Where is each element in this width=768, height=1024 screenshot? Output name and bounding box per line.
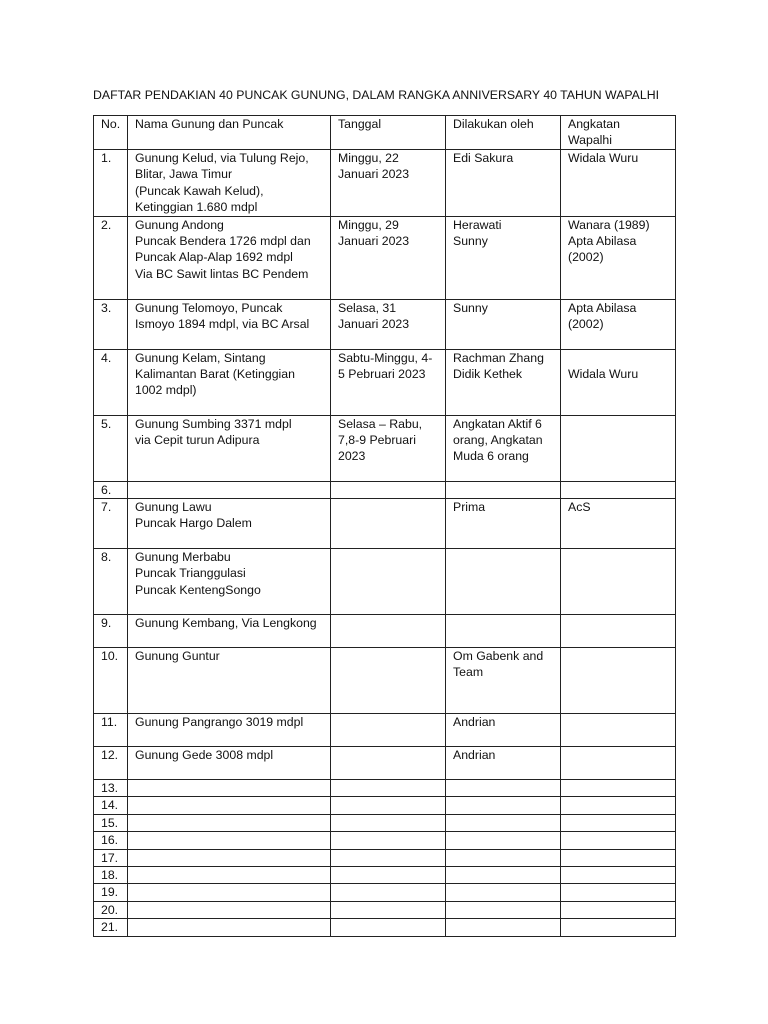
cell-mountain-name bbox=[128, 849, 331, 866]
table-header-row bbox=[94, 116, 676, 150]
cell-date bbox=[331, 814, 446, 831]
table-row bbox=[94, 615, 676, 648]
table-row bbox=[94, 648, 676, 714]
cell-done-by bbox=[446, 780, 561, 797]
cell-mountain-name bbox=[128, 884, 331, 901]
cell-done-by: Edi Sakura bbox=[446, 150, 561, 217]
table-row bbox=[94, 349, 676, 415]
table-row bbox=[94, 150, 676, 217]
cell-no: 18. bbox=[94, 867, 128, 884]
cell-angkatan bbox=[561, 747, 676, 780]
cell-date: Selasa – Rabu, 7,8-9 Pebruari 2023 bbox=[331, 415, 446, 481]
cell-no: 21. bbox=[94, 919, 128, 936]
cell-angkatan bbox=[561, 797, 676, 814]
cell-angkatan bbox=[561, 415, 676, 481]
cell-date bbox=[331, 747, 446, 780]
header-mountain-name: Nama Gunung dan Puncak bbox=[128, 116, 331, 150]
table-row bbox=[94, 867, 676, 884]
table-row bbox=[94, 901, 676, 918]
cell-mountain-name: Gunung Pangrango 3019 mdpl bbox=[128, 714, 331, 747]
cell-date: Sabtu-Minggu, 4- 5 Pebruari 2023 bbox=[331, 349, 446, 415]
cell-no: 19. bbox=[94, 884, 128, 901]
cell-done-by bbox=[446, 814, 561, 831]
cell-date bbox=[331, 714, 446, 747]
cell-angkatan bbox=[561, 919, 676, 936]
cell-no: 9. bbox=[94, 615, 128, 648]
cell-angkatan bbox=[561, 867, 676, 884]
cell-no: 2. bbox=[94, 216, 128, 299]
cell-angkatan bbox=[561, 832, 676, 849]
cell-no: 12. bbox=[94, 747, 128, 780]
cell-done-by: Rachman Zhang Didik Kethek bbox=[446, 349, 561, 415]
cell-done-by bbox=[446, 481, 561, 498]
cell-angkatan: Widala Wuru bbox=[561, 150, 676, 217]
cell-date bbox=[331, 615, 446, 648]
cell-no: 13. bbox=[94, 780, 128, 797]
cell-angkatan: Apta Abilasa (2002) bbox=[561, 299, 676, 349]
cell-no: 20. bbox=[94, 901, 128, 918]
header-done-by: Dilakukan oleh bbox=[446, 116, 561, 150]
cell-angkatan bbox=[561, 901, 676, 918]
table-row bbox=[94, 216, 676, 299]
cell-mountain-name: Gunung Merbabu Puncak Trianggulasi Puncak KentengSongo bbox=[128, 549, 331, 615]
cell-done-by: Andrian bbox=[446, 747, 561, 780]
cell-done-by: Prima bbox=[446, 499, 561, 549]
cell-done-by: Andrian bbox=[446, 714, 561, 747]
table-row bbox=[94, 797, 676, 814]
cell-no: 10. bbox=[94, 648, 128, 714]
cell-no: 17. bbox=[94, 849, 128, 866]
cell-mountain-name: Gunung Gede 3008 mdpl bbox=[128, 747, 331, 780]
cell-angkatan bbox=[561, 884, 676, 901]
cell-angkatan bbox=[561, 780, 676, 797]
table-row bbox=[94, 832, 676, 849]
cell-done-by bbox=[446, 797, 561, 814]
cell-no: 1. bbox=[94, 150, 128, 217]
table-row bbox=[94, 714, 676, 747]
cell-date: Minggu, 22 Januari 2023 bbox=[331, 150, 446, 217]
cell-done-by bbox=[446, 832, 561, 849]
cell-angkatan bbox=[561, 549, 676, 615]
cell-angkatan bbox=[561, 648, 676, 714]
cell-done-by: Sunny bbox=[446, 299, 561, 349]
cell-date bbox=[331, 849, 446, 866]
cell-done-by: Om Gabenk and Team bbox=[446, 648, 561, 714]
table-row bbox=[94, 849, 676, 866]
cell-date bbox=[331, 648, 446, 714]
cell-date bbox=[331, 780, 446, 797]
cell-mountain-name: Gunung Andong Puncak Bendera 1726 mdpl dan Puncak Alap-Alap 1692 mdpl Via BC Sawit lintas BC Pendem bbox=[128, 216, 331, 299]
cell-done-by bbox=[446, 549, 561, 615]
cell-done-by bbox=[446, 615, 561, 648]
cell-done-by: Angkatan Aktif 6 orang, Angkatan Muda 6 orang bbox=[446, 415, 561, 481]
cell-angkatan bbox=[561, 481, 676, 498]
header-no: No. bbox=[94, 116, 128, 150]
cell-mountain-name: Gunung Telomoyo, Puncak Ismoyo 1894 mdpl, via BC Arsal bbox=[128, 299, 331, 349]
cell-no: 3. bbox=[94, 299, 128, 349]
cell-date bbox=[331, 499, 446, 549]
cell-date bbox=[331, 901, 446, 918]
table-row bbox=[94, 747, 676, 780]
cell-no: 15. bbox=[94, 814, 128, 831]
cell-date bbox=[331, 867, 446, 884]
cell-date bbox=[331, 884, 446, 901]
table-row bbox=[94, 499, 676, 549]
cell-mountain-name bbox=[128, 919, 331, 936]
cell-mountain-name bbox=[128, 481, 331, 498]
cell-mountain-name bbox=[128, 832, 331, 849]
cell-date bbox=[331, 832, 446, 849]
cell-angkatan: Widala Wuru bbox=[561, 349, 676, 415]
cell-mountain-name: Gunung Lawu Puncak Hargo Dalem bbox=[128, 499, 331, 549]
header-date: Tanggal bbox=[331, 116, 446, 150]
cell-mountain-name: Gunung Kembang, Via Lengkong bbox=[128, 615, 331, 648]
cell-mountain-name: Gunung Kelam, Sintang Kalimantan Barat (Ketinggian 1002 mdpl) bbox=[128, 349, 331, 415]
table-row bbox=[94, 549, 676, 615]
table-row bbox=[94, 919, 676, 936]
table-row bbox=[94, 814, 676, 831]
cell-no: 16. bbox=[94, 832, 128, 849]
cell-done-by bbox=[446, 901, 561, 918]
cell-angkatan: Wanara (1989) Apta Abilasa (2002) bbox=[561, 216, 676, 299]
cell-date bbox=[331, 481, 446, 498]
cell-angkatan bbox=[561, 615, 676, 648]
cell-done-by bbox=[446, 919, 561, 936]
cell-date: Selasa, 31 Januari 2023 bbox=[331, 299, 446, 349]
table-row bbox=[94, 780, 676, 797]
cell-no: 5. bbox=[94, 415, 128, 481]
cell-mountain-name bbox=[128, 814, 331, 831]
cell-date bbox=[331, 549, 446, 615]
table-row bbox=[94, 415, 676, 481]
cell-no: 7. bbox=[94, 499, 128, 549]
cell-date bbox=[331, 797, 446, 814]
cell-mountain-name bbox=[128, 780, 331, 797]
cell-date: Minggu, 29 Januari 2023 bbox=[331, 216, 446, 299]
cell-date bbox=[331, 919, 446, 936]
cell-angkatan bbox=[561, 814, 676, 831]
cell-mountain-name bbox=[128, 901, 331, 918]
table-row bbox=[94, 299, 676, 349]
cell-mountain-name: Gunung Kelud, via Tulung Rejo, Blitar, Jawa Timur (Puncak Kawah Kelud), Ketinggian 1.680 mdpl bbox=[128, 150, 331, 217]
cell-done-by bbox=[446, 867, 561, 884]
cell-no: 4. bbox=[94, 349, 128, 415]
table-row bbox=[94, 481, 676, 498]
table-row bbox=[94, 884, 676, 901]
cell-done-by bbox=[446, 849, 561, 866]
cell-mountain-name bbox=[128, 797, 331, 814]
document-title: DAFTAR PENDAKIAN 40 PUNCAK GUNUNG, DALAM RANGKA ANNIVERSARY 40 TAHUN WAPALHI bbox=[93, 88, 660, 102]
cell-no: 6. bbox=[94, 481, 128, 498]
cell-mountain-name: Gunung Guntur bbox=[128, 648, 331, 714]
cell-no: 11. bbox=[94, 714, 128, 747]
cell-angkatan bbox=[561, 849, 676, 866]
cell-mountain-name bbox=[128, 867, 331, 884]
hiking-list-table bbox=[93, 115, 676, 937]
cell-mountain-name: Gunung Sumbing 3371 mdpl via Cepit turun Adipura bbox=[128, 415, 331, 481]
cell-no: 8. bbox=[94, 549, 128, 615]
cell-done-by bbox=[446, 884, 561, 901]
cell-angkatan: AcS bbox=[561, 499, 676, 549]
table-body bbox=[94, 150, 676, 937]
cell-done-by: Herawati Sunny bbox=[446, 216, 561, 299]
header-angkatan: Angkatan Wapalhi bbox=[561, 116, 676, 150]
cell-no: 14. bbox=[94, 797, 128, 814]
cell-angkatan bbox=[561, 714, 676, 747]
